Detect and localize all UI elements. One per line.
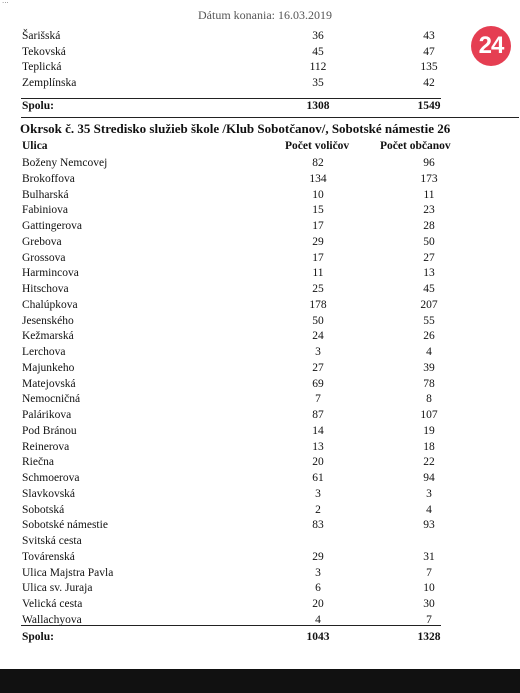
voter-count: 10 (312, 188, 324, 201)
voter-count: 4 (315, 613, 321, 626)
total-voters: 1308 (306, 100, 330, 112)
bottom-bar (0, 669, 520, 693)
street-name: Továrenská (22, 550, 75, 563)
citizen-count: 11 (423, 188, 435, 201)
street-name: Kežmarská (22, 330, 74, 343)
street-name: Šarišská (22, 30, 61, 42)
total-label: Spolu: (22, 631, 54, 643)
voter-count: 83 (312, 519, 324, 532)
citizen-count: 93 (423, 519, 435, 532)
site-logo-badge[interactable]: 24 (471, 26, 511, 66)
citizen-count: 19 (423, 424, 435, 437)
street-name: Majunkeho (22, 361, 75, 374)
citizen-count: 50 (423, 235, 435, 248)
voter-count: 13 (312, 440, 324, 453)
citizen-count: 7 (426, 566, 432, 579)
prev-table-total-rule (21, 98, 441, 99)
citizen-count: 30 (423, 598, 435, 610)
voter-count: 35 (312, 76, 324, 89)
street-name: Brokoffova (22, 172, 75, 185)
citizen-count: 22 (423, 456, 435, 469)
voter-count: 87 (312, 409, 324, 421)
voter-count: 7 (315, 393, 321, 406)
total-label: Spolu: (22, 100, 54, 112)
voter-count: 29 (312, 550, 324, 563)
street-name: Sobotské námestie (22, 519, 108, 532)
citizen-count: 3 (426, 487, 432, 500)
citizen-count: 94 (423, 472, 435, 484)
voter-count: 15 (312, 204, 324, 217)
voter-count: 17 (312, 220, 324, 232)
voter-count: 11 (312, 267, 324, 280)
voter-count: 3 (315, 487, 321, 500)
street-name: Sobotská (22, 503, 65, 516)
document-page (8, 8, 519, 669)
citizen-count: 8 (426, 393, 432, 406)
voter-count: 29 (312, 235, 324, 248)
street-name: Matejovská (22, 377, 76, 390)
street-name: Schmoerova (22, 472, 80, 484)
citizen-count: 4 (426, 503, 432, 516)
street-name: Reinerova (22, 440, 70, 453)
street-name: Grebova (22, 235, 62, 248)
voter-count: 82 (312, 157, 324, 169)
voter-count: 20 (312, 456, 324, 469)
voter-count: 50 (312, 314, 324, 327)
street-name: Tekovská (22, 45, 66, 58)
citizen-count: 135 (420, 61, 438, 74)
column-header-citizens: Počet občanov (380, 140, 451, 152)
citizen-count: 42 (423, 76, 435, 89)
voter-count: 24 (312, 330, 324, 343)
citizen-count: 13 (423, 267, 435, 280)
street-name: Harmincova (22, 267, 79, 280)
voter-count: 69 (312, 377, 324, 390)
street-name: Riečna (22, 456, 54, 469)
voter-count: 27 (312, 361, 324, 374)
citizen-count: 27 (423, 251, 435, 264)
voter-count: 3 (315, 566, 321, 579)
citizen-count: 207 (420, 298, 438, 311)
citizen-count: 7 (426, 613, 432, 626)
street-name: Wallachyova (22, 613, 82, 626)
citizen-count: 47 (423, 45, 435, 58)
voter-count: 17 (312, 251, 324, 264)
citizen-count: 26 (423, 330, 435, 343)
street-name: Lerchova (22, 346, 66, 358)
street-name: Ulica sv. Juraja (22, 582, 93, 595)
citizen-count: 96 (423, 157, 435, 169)
voter-count: 178 (309, 298, 327, 311)
street-name: Slavkovská (22, 487, 76, 500)
citizen-count: 18 (423, 440, 435, 453)
citizen-count: 55 (423, 314, 435, 327)
street-name: Palárikova (22, 409, 72, 421)
cut-label: ... (2, 0, 9, 5)
voter-count: 112 (309, 61, 327, 74)
street-name: Pod Bránou (22, 424, 77, 437)
section-top-rule (21, 117, 519, 118)
voter-count: 134 (309, 172, 327, 185)
street-name: Zemplínska (22, 76, 77, 89)
total-citizens: 1549 (417, 100, 441, 112)
street-name: Boženy Nemcovej (22, 157, 108, 169)
total-voters: 1043 (306, 631, 330, 643)
street-name: Ulica Majstra Pavla (22, 566, 114, 579)
citizen-count: 107 (420, 409, 438, 421)
document-header: Dátum konania: 16.03.2019 (198, 8, 332, 22)
voter-count: 2 (315, 503, 321, 516)
street-name: Teplická (22, 61, 62, 74)
voter-count: 6 (315, 582, 321, 595)
street-name: Chalúpkova (22, 298, 78, 311)
citizen-count: 39 (423, 361, 435, 374)
column-header-street: Ulica (22, 140, 48, 152)
voter-count: 3 (315, 346, 321, 358)
street-name: Bulharská (22, 188, 69, 201)
voter-count: 61 (312, 472, 324, 484)
citizen-count: 4 (426, 346, 432, 358)
citizen-count: 45 (423, 283, 435, 295)
citizen-count: 28 (423, 220, 435, 232)
section-total-rule (21, 625, 441, 626)
total-citizens: 1328 (417, 631, 441, 643)
section-title: Okrsok č. 35 Stredisko služieb škole /Klub Sobotčanov/, Sobotské námestie 26 (20, 121, 451, 136)
street-name: Jesenského (22, 314, 74, 327)
voter-count: 14 (312, 424, 324, 437)
voter-count: 20 (312, 598, 324, 610)
citizen-count: 43 (423, 30, 435, 42)
citizen-count: 31 (423, 550, 435, 563)
voter-count: 36 (312, 30, 324, 42)
street-name: Fabiniova (22, 204, 68, 217)
street-name: Svitská cesta (22, 535, 82, 547)
column-header-voters: Počet voličov (285, 140, 350, 152)
citizen-count: 10 (423, 582, 435, 595)
voter-count: 25 (312, 283, 324, 295)
citizen-count: 173 (420, 172, 438, 185)
citizen-count: 23 (423, 204, 435, 217)
street-name: Velická cesta (22, 598, 83, 610)
street-name: Grossova (22, 251, 66, 264)
street-name: Hitschova (22, 283, 69, 295)
street-name: Gattingerova (22, 220, 83, 232)
voter-count: 45 (312, 45, 324, 58)
street-name: Nemocničná (22, 393, 81, 406)
citizen-count: 78 (423, 377, 435, 390)
